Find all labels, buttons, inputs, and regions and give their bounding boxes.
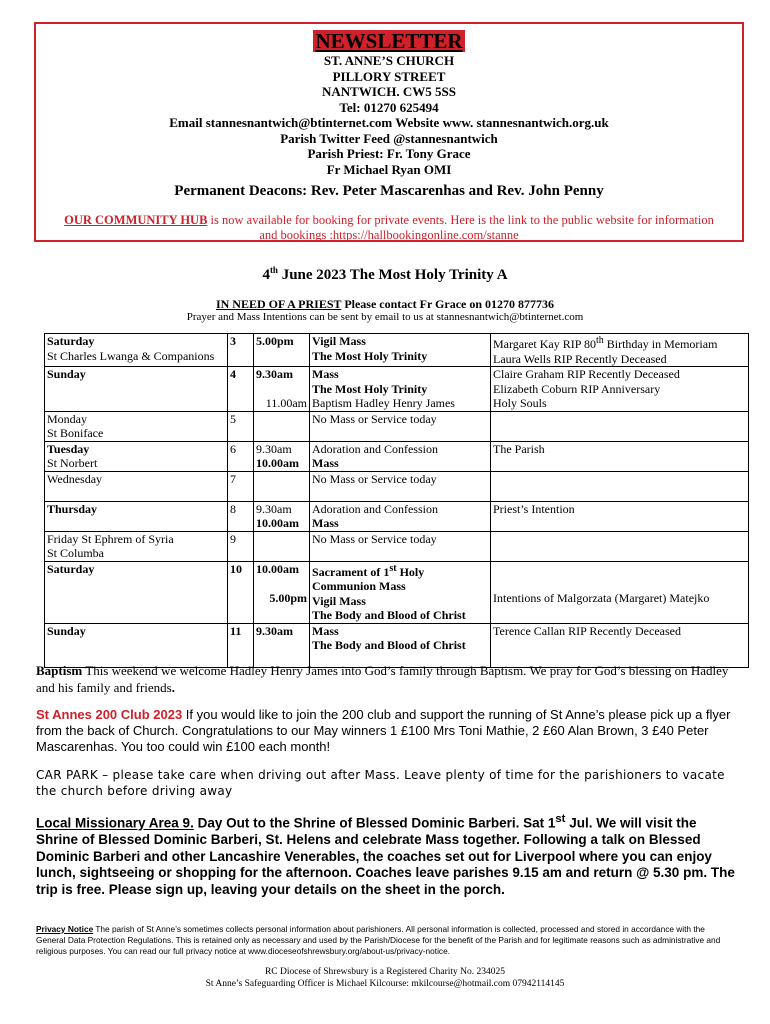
header-box: [34, 22, 744, 242]
time-cell: [254, 334, 310, 367]
saint-label: St Boniface: [47, 426, 104, 440]
day-cell: [45, 334, 228, 367]
day-cell: [45, 471, 228, 501]
service-cell: [310, 367, 491, 412]
service-label: Mass: [312, 623, 339, 638]
time-label: 9.30am: [256, 441, 292, 456]
charity-footer: RC Diocese of Shrewsbury is a Registered Charity No. 234025: [264, 967, 506, 977]
missionary-text: Day Out to the Shrine of Blessed Dominic Barberi. Sat 1: [193, 815, 556, 831]
service-label: No Mass or Service today: [312, 531, 437, 546]
missionary-label: Local Missionary Area 9.: [36, 815, 194, 831]
privacy-notice: [36, 924, 736, 957]
baptism-text: This weekend we welcome Hadley Henry James into God’s family through Baptism. We pray for God’s blessing on Hadley and his family and friends: [36, 663, 729, 695]
day-label: Friday St Ephrem of Syria: [47, 531, 174, 546]
priest-need-text: Please contact Fr Grace on 01270 877736: [341, 297, 555, 311]
date-cell: [228, 531, 254, 561]
time-cell: [254, 501, 310, 531]
service-text: Holy: [396, 564, 425, 579]
time-cell: [254, 441, 310, 471]
missionary-paragraph: [36, 811, 736, 898]
day-cell: [45, 623, 228, 668]
intention-cell: [491, 367, 749, 412]
spacer: [256, 382, 307, 397]
day-label: Wednesday: [47, 471, 103, 486]
service-label: [312, 562, 488, 580]
service-label: No Mass or Service today: [312, 471, 437, 486]
date-label: 6: [230, 441, 236, 456]
community-hub-link[interactable]: OUR COMMUNITY HUB: [64, 213, 208, 227]
time-label: 9.30am: [256, 623, 293, 638]
intention-cell: [491, 531, 749, 561]
date-cell: [228, 561, 254, 623]
service-cell: [310, 501, 491, 531]
time-cell: [254, 471, 310, 501]
intention-cell: [491, 441, 749, 471]
day-label: Saturday: [47, 334, 95, 348]
church-name: ST. ANNE’S CHURCH: [323, 53, 455, 68]
date-cell: [228, 471, 254, 501]
intention-label: Laura Wells RIP Recently Deceased: [493, 351, 667, 366]
service-sup: st: [389, 562, 397, 574]
community-hub-notice: [54, 213, 724, 243]
intention-label: The Parish: [493, 441, 545, 456]
privacy-text: The parish of St Anne’s sometimes collects personal information about parishioners. All personal information is collected, processed and stored in accordance with the General Data Protection Regulations. This is retained only as necessary and used by the Parish/Diocese for the benefit of the Parish and for legitimate reasons such as administrative and religious purposes. You can read our full privacy notice at www.dioceseofshrewsbury.org/about-us/privacy-notice.: [36, 924, 721, 956]
service-label: Mass: [312, 516, 339, 530]
saint-label: St Columba: [47, 546, 105, 560]
day-cell: [45, 531, 228, 561]
date-label: 9: [230, 531, 236, 546]
intention-label: [493, 334, 746, 352]
date-label: 3: [230, 334, 236, 348]
time-cell: [254, 411, 310, 441]
day-cell: [45, 501, 228, 531]
day-cell: [45, 367, 228, 412]
priest-need-line: [0, 297, 770, 312]
intention-cell: [491, 501, 749, 531]
intention-cell: [491, 471, 749, 501]
car-park-paragraph: CAR PARK – please take care when driving out after Mass. Leave plenty of time for the parishioners to vacate the church before driving away: [36, 768, 725, 798]
privacy-label: Privacy Notice: [36, 924, 94, 934]
club-label: St Annes 200 Club 2023: [36, 707, 183, 722]
missionary-sup: st: [555, 813, 566, 825]
sunday-day: 4: [262, 267, 270, 283]
table-row: [45, 367, 749, 412]
date-cell: [228, 623, 254, 668]
date-cell: [228, 411, 254, 441]
time-cell: [254, 531, 310, 561]
day-cell: [45, 441, 228, 471]
intention-cell: [491, 334, 749, 367]
service-label: Mass: [312, 367, 339, 381]
service-cell: [310, 531, 491, 561]
service-label: Adoration and Confession: [312, 501, 438, 516]
time-label: 9.30am: [256, 367, 293, 381]
mass-schedule-table: [44, 333, 749, 668]
priest-need-label: IN NEED OF A PRIEST: [215, 297, 342, 311]
table-row: [45, 334, 749, 367]
day-label: Saturday: [47, 561, 95, 576]
sunday-day-suffix: th: [269, 265, 278, 275]
date-label: 4: [230, 367, 236, 381]
service-cell: [310, 441, 491, 471]
safeguarding-footer: St Anne’s Safeguarding Officer is Michael Kilcourse: mkilcourse@hotmail.com 07942114145: [205, 979, 565, 989]
day-label: Monday: [47, 411, 87, 426]
intention-text: Margaret Kay RIP 80: [493, 337, 596, 351]
booking-url-link[interactable]: https://hallbookingonline.com/stanne: [332, 228, 519, 242]
church-tel: Tel: 01270 625494: [339, 99, 439, 115]
service-label: Mass: [312, 456, 339, 470]
parish-priest: Parish Priest: Fr. Tony Grace: [307, 146, 471, 161]
service-label: The Most Holy Trinity: [312, 381, 428, 396]
intention-label: Elizabeth Coburn RIP Anniversary: [493, 381, 661, 396]
intention-label: Holy Souls: [493, 396, 547, 410]
date-cell: [228, 441, 254, 471]
date-label: 5: [230, 411, 236, 426]
service-label: Adoration and Confession: [312, 441, 438, 456]
intention-text: Birthday in Memoriam: [603, 337, 718, 351]
intention-cell: [491, 411, 749, 441]
club-paragraph: [36, 707, 736, 755]
day-cell: [45, 561, 228, 623]
baptism-end: .: [171, 680, 175, 695]
intention-label: Terence Callan RIP Recently Deceased: [493, 623, 681, 638]
day-label: Thursday: [47, 501, 98, 516]
table-row: [45, 411, 749, 441]
service-cell: [310, 471, 491, 501]
time-label: 10.00am: [256, 561, 299, 576]
day-cell: [45, 411, 228, 441]
intention-cell: [491, 561, 749, 623]
church-town: NANTWICH. CW5 5SS: [322, 84, 456, 99]
time-label: 5.00pm: [269, 590, 307, 605]
service-cell: [310, 623, 491, 668]
intention-sup: th: [595, 335, 604, 346]
intentions-note: Prayer and Mass Intentions can be sent by email to us at stannesnantwich@btinternet.com: [186, 311, 584, 323]
intention-label: Priest’s Intention: [493, 501, 575, 516]
service-cell: [310, 561, 491, 623]
service-label: Vigil Mass: [312, 334, 366, 348]
spacer: [256, 576, 307, 591]
service-cell: [310, 411, 491, 441]
service-label: No Mass or Service today: [312, 411, 437, 426]
table-row: [45, 471, 749, 501]
intention-cell: [491, 623, 749, 668]
spacer: [47, 486, 225, 501]
table-row: [45, 623, 749, 668]
intention-label: Claire Graham RIP Recently Deceased: [493, 367, 680, 381]
email-website: Email stannesnantwich@btinternet.com Website www. stannesnantwich.org.uk: [169, 115, 609, 130]
sunday-title-text: June 2023 The Most Holy Trinity A: [277, 267, 508, 283]
time-label: 5.00pm: [256, 334, 294, 348]
twitter-feed: Parish Twitter Feed @stannesnantwich: [280, 130, 498, 146]
service-label: The Body and Blood of Christ: [312, 638, 466, 652]
day-label: Sunday: [47, 623, 86, 638]
time-cell: [254, 367, 310, 412]
table-row: [45, 501, 749, 531]
permanent-deacons: Permanent Deacons: Rev. Peter Mascarenhas and Rev. John Penny: [174, 183, 604, 199]
service-cell: [310, 334, 491, 367]
service-label: The Most Holy Trinity: [312, 348, 428, 363]
sunday-title: [0, 265, 770, 284]
fr-michael: Fr Michael Ryan OMI: [326, 161, 452, 177]
church-street: PILLORY STREET: [332, 68, 446, 84]
time-label: 10.00am: [256, 516, 299, 530]
service-label: The Body and Blood of Christ: [312, 608, 466, 622]
spacer: [493, 576, 746, 591]
baptism-label: Baptism: [36, 663, 83, 678]
community-hub-text: is now available for booking for private events. Here is the link to the public website for information and bookings :: [207, 213, 714, 242]
date-label: 11: [230, 623, 242, 638]
baptism-paragraph: [36, 662, 736, 696]
table-row: [45, 441, 749, 471]
date-cell: [228, 501, 254, 531]
day-label: Tuesday: [47, 441, 90, 456]
saint-label: St Charles Lwanga & Companions: [47, 348, 215, 363]
saint-label: St Norbert: [47, 456, 98, 470]
service-text: Sacrament of 1: [312, 564, 390, 579]
table-row: [45, 531, 749, 561]
spacer: [493, 562, 746, 577]
table-row: [45, 561, 749, 623]
date-label: 7: [230, 471, 236, 486]
time-label: 9.30am: [256, 501, 292, 516]
time-cell: [254, 561, 310, 623]
spacer: [47, 638, 225, 653]
service-label: Vigil Mass: [312, 593, 366, 608]
time-cell: [254, 623, 310, 668]
service-label: Communion Mass: [312, 579, 406, 593]
time-label: 11.00am: [265, 396, 307, 410]
missionary-text: Jul. We will visit the Shrine of Blessed Dominic Barberi, St. Helens and celebrate Mass together. Following a talk on Blessed Dominic Barberi and other Lancashire Venerables, the coaches set out for Liverpool where you can enjoy lunch, sightseeing or shopping for the afternoon. Coaches leave parishes 9.15 am and return @ 5.30 pm. The trip is free. Please sign up, leaving your details on the sheet in the porch.: [36, 815, 735, 897]
day-label: Sunday: [47, 367, 86, 381]
club-text: If you would like to join the 200 club and support the running of St Anne’s please pick up a flyer from the back of Church. Congratulations to our May winners 1 £100 Mrs Toni Mathie, 2 £60 Alan Brown, 3 £40 Peter Mascarenhas. You too could win £100 each month!: [36, 707, 731, 754]
newsletter-title: NEWSLETTER: [315, 29, 463, 53]
intention-label: Intentions of Malgorzata (Margaret) Matejko: [493, 590, 710, 605]
date-label: 8: [230, 501, 236, 516]
service-label: Baptism Hadley Henry James: [312, 396, 455, 410]
date-cell: [228, 367, 254, 412]
date-cell: [228, 334, 254, 367]
date-label: 10: [230, 561, 242, 576]
time-label: 10.00am: [256, 456, 299, 470]
